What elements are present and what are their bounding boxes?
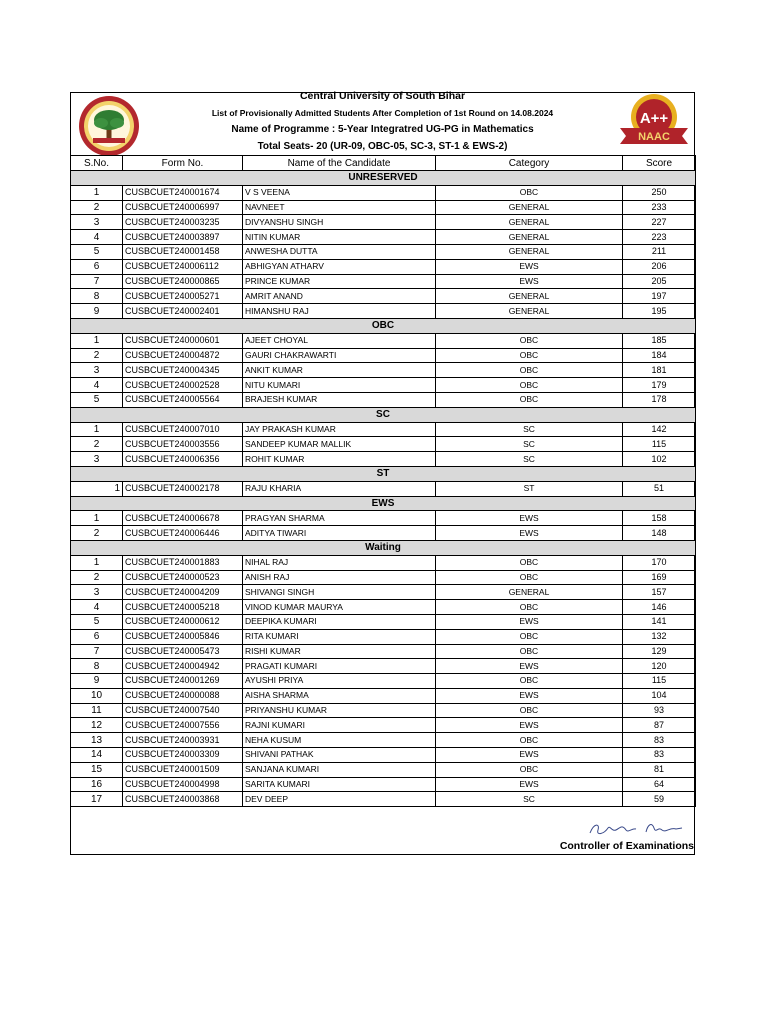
cell-form: CUSBCUET240001674 bbox=[123, 185, 243, 200]
cell-form: CUSBCUET240002401 bbox=[123, 304, 243, 319]
cell-category: ST bbox=[436, 481, 623, 496]
cell-sno: 11 bbox=[71, 703, 123, 718]
table-row bbox=[71, 748, 696, 763]
cell-score: 87 bbox=[623, 718, 696, 733]
cell-score: 206 bbox=[623, 259, 696, 274]
section-header-row bbox=[71, 407, 696, 422]
col-header-name: Name of the Candidate bbox=[243, 156, 436, 171]
cell-name: ADITYA TIWARI bbox=[243, 526, 436, 541]
cell-category: OBC bbox=[436, 348, 623, 363]
cell-sno: 1 bbox=[71, 555, 123, 570]
cell-score: 141 bbox=[623, 614, 696, 629]
cell-form: CUSBCUET240003868 bbox=[123, 792, 243, 807]
cell-sno: 8 bbox=[71, 289, 123, 304]
table-row bbox=[71, 185, 696, 200]
cell-sno: 1 bbox=[71, 481, 123, 496]
cell-form: CUSBCUET240005271 bbox=[123, 289, 243, 304]
cell-name: V S VEENA bbox=[243, 185, 436, 200]
table-row bbox=[71, 259, 696, 274]
cell-name: SHIVANI PATHAK bbox=[243, 748, 436, 763]
cell-name: SANDEEP KUMAR MALLIK bbox=[243, 437, 436, 452]
cell-category: OBC bbox=[436, 555, 623, 570]
section-title: Waiting bbox=[71, 540, 696, 555]
cell-form: CUSBCUET240001458 bbox=[123, 244, 243, 259]
table-row bbox=[71, 792, 696, 807]
naac-grade-text: A++ bbox=[639, 110, 669, 127]
table-row bbox=[71, 348, 696, 363]
cell-score: 59 bbox=[623, 792, 696, 807]
cell-name: ROHIT KUMAR bbox=[243, 452, 436, 467]
table-row bbox=[71, 570, 696, 585]
cell-score: 148 bbox=[623, 526, 696, 541]
cell-sno: 5 bbox=[71, 244, 123, 259]
cell-name: ANKIT KUMAR bbox=[243, 363, 436, 378]
cell-category: GENERAL bbox=[436, 289, 623, 304]
cell-name: NITIN KUMAR bbox=[243, 230, 436, 245]
cell-name: ANWESHA DUTTA bbox=[243, 244, 436, 259]
cell-category: SC bbox=[436, 437, 623, 452]
cell-name: DEEPIKA KUMARI bbox=[243, 614, 436, 629]
university-title: Central University of South Bihar bbox=[299, 90, 466, 102]
cell-sno: 13 bbox=[71, 733, 123, 748]
cell-score: 104 bbox=[623, 688, 696, 703]
cell-name: RISHI KUMAR bbox=[243, 644, 436, 659]
cell-sno: 2 bbox=[71, 200, 123, 215]
cell-category: GENERAL bbox=[436, 200, 623, 215]
cell-category: OBC bbox=[436, 363, 623, 378]
cell-name: SHIVANGI SINGH bbox=[243, 585, 436, 600]
controller-signature-label: Controller of Examinations bbox=[559, 840, 694, 852]
cell-score: 181 bbox=[623, 363, 696, 378]
cell-category: SC bbox=[436, 792, 623, 807]
table-row bbox=[71, 274, 696, 289]
programme-title: Name of Programme : 5-Year Integratred UG-PG in Mathematics bbox=[231, 124, 534, 135]
section-title: EWS bbox=[71, 496, 696, 511]
cell-sno: 1 bbox=[71, 422, 123, 437]
cell-category: OBC bbox=[436, 644, 623, 659]
table-row bbox=[71, 437, 696, 452]
cell-sno: 4 bbox=[71, 230, 123, 245]
cell-sno: 4 bbox=[71, 378, 123, 393]
cell-form: CUSBCUET240002528 bbox=[123, 378, 243, 393]
section-header-row bbox=[71, 540, 696, 555]
table-row bbox=[71, 244, 696, 259]
cell-sno: 8 bbox=[71, 659, 123, 674]
cell-category: EWS bbox=[436, 511, 623, 526]
cell-category: EWS bbox=[436, 748, 623, 763]
cell-form: CUSBCUET240005473 bbox=[123, 644, 243, 659]
cell-category: EWS bbox=[436, 659, 623, 674]
cell-form: CUSBCUET240004998 bbox=[123, 777, 243, 792]
cell-sno: 6 bbox=[71, 629, 123, 644]
cell-form: CUSBCUET240001509 bbox=[123, 762, 243, 777]
cell-form: CUSBCUET240000601 bbox=[123, 333, 243, 348]
cell-score: 51 bbox=[623, 481, 696, 496]
cell-category: OBC bbox=[436, 185, 623, 200]
table-row bbox=[71, 526, 696, 541]
cell-sno: 5 bbox=[71, 614, 123, 629]
cell-form: CUSBCUET240004345 bbox=[123, 363, 243, 378]
cell-score: 93 bbox=[623, 703, 696, 718]
table-row bbox=[71, 600, 696, 615]
table-row bbox=[71, 392, 696, 407]
cell-form: CUSBCUET240006446 bbox=[123, 526, 243, 541]
cell-name: GAURI CHAKRAWARTI bbox=[243, 348, 436, 363]
cell-category: EWS bbox=[436, 259, 623, 274]
admission-table bbox=[70, 155, 696, 807]
section-header-row bbox=[71, 171, 696, 186]
cell-sno: 14 bbox=[71, 748, 123, 763]
cell-category: OBC bbox=[436, 333, 623, 348]
table-row bbox=[71, 304, 696, 319]
col-header-score: Score bbox=[623, 156, 696, 171]
cell-form: CUSBCUET240006997 bbox=[123, 200, 243, 215]
cell-form: CUSBCUET240000523 bbox=[123, 570, 243, 585]
cell-score: 184 bbox=[623, 348, 696, 363]
cell-sno: 1 bbox=[71, 511, 123, 526]
cell-form: CUSBCUET240000612 bbox=[123, 614, 243, 629]
table-row bbox=[71, 629, 696, 644]
cell-category: OBC bbox=[436, 674, 623, 689]
cell-form: CUSBCUET240000088 bbox=[123, 688, 243, 703]
cell-name: AJEET CHOYAL bbox=[243, 333, 436, 348]
cell-sno: 17 bbox=[71, 792, 123, 807]
cell-sno: 3 bbox=[71, 363, 123, 378]
cell-name: RAJU KHARIA bbox=[243, 481, 436, 496]
section-title: ST bbox=[71, 466, 696, 481]
cell-name: JAY PRAKASH KUMAR bbox=[243, 422, 436, 437]
cell-name: NITU KUMARI bbox=[243, 378, 436, 393]
cell-name: SARITA KUMARI bbox=[243, 777, 436, 792]
cell-category: OBC bbox=[436, 762, 623, 777]
cell-sno: 3 bbox=[71, 215, 123, 230]
cell-score: 179 bbox=[623, 378, 696, 393]
table-row bbox=[71, 378, 696, 393]
table-row bbox=[71, 333, 696, 348]
cell-name: PRAGYAN SHARMA bbox=[243, 511, 436, 526]
cell-score: 81 bbox=[623, 762, 696, 777]
cell-form: CUSBCUET240000865 bbox=[123, 274, 243, 289]
list-title: List of Provisionally Admitted Students After Completion of 1st Round on 14.08.2024 bbox=[211, 108, 554, 118]
cell-name: RITA KUMARI bbox=[243, 629, 436, 644]
table-row bbox=[71, 481, 696, 496]
seats-summary: Total Seats- 20 (UR-09, OBC-05, SC-3, ST-1 & EWS-2) bbox=[257, 141, 508, 152]
cell-name: HIMANSHU RAJ bbox=[243, 304, 436, 319]
cell-form: CUSBCUET240003235 bbox=[123, 215, 243, 230]
section-header-row bbox=[71, 318, 696, 333]
cell-score: 197 bbox=[623, 289, 696, 304]
cell-name: SANJANA KUMARI bbox=[243, 762, 436, 777]
cell-form: CUSBCUET240006112 bbox=[123, 259, 243, 274]
cell-form: CUSBCUET240003309 bbox=[123, 748, 243, 763]
section-title: OBC bbox=[71, 318, 696, 333]
cell-category: OBC bbox=[436, 703, 623, 718]
cell-name: AMRIT ANAND bbox=[243, 289, 436, 304]
cell-name: NAVNEET bbox=[243, 200, 436, 215]
table-row bbox=[71, 200, 696, 215]
cell-name: BRAJESH KUMAR bbox=[243, 392, 436, 407]
cell-form: CUSBCUET240006356 bbox=[123, 452, 243, 467]
cell-name: PRAGATI KUMARI bbox=[243, 659, 436, 674]
cell-category: GENERAL bbox=[436, 215, 623, 230]
cell-category: EWS bbox=[436, 614, 623, 629]
section-header-row bbox=[71, 496, 696, 511]
cell-score: 223 bbox=[623, 230, 696, 245]
section-title: SC bbox=[71, 407, 696, 422]
cell-score: 146 bbox=[623, 600, 696, 615]
table-row bbox=[71, 452, 696, 467]
table-row bbox=[71, 659, 696, 674]
cell-score: 83 bbox=[623, 748, 696, 763]
cell-sno: 10 bbox=[71, 688, 123, 703]
cell-form: CUSBCUET240005564 bbox=[123, 392, 243, 407]
table-row bbox=[71, 585, 696, 600]
cell-category: OBC bbox=[436, 629, 623, 644]
cell-sno: 2 bbox=[71, 570, 123, 585]
cell-sno: 4 bbox=[71, 600, 123, 615]
cell-form: CUSBCUET240005846 bbox=[123, 629, 243, 644]
cell-form: CUSBCUET240001269 bbox=[123, 674, 243, 689]
cell-form: CUSBCUET240004942 bbox=[123, 659, 243, 674]
table-row bbox=[71, 718, 696, 733]
cell-category: OBC bbox=[436, 733, 623, 748]
cell-score: 205 bbox=[623, 274, 696, 289]
cell-score: 211 bbox=[623, 244, 696, 259]
table-body bbox=[71, 171, 696, 807]
cell-category: GENERAL bbox=[436, 304, 623, 319]
cell-form: CUSBCUET240004209 bbox=[123, 585, 243, 600]
table-row bbox=[71, 215, 696, 230]
cell-sno: 2 bbox=[71, 526, 123, 541]
table-row bbox=[71, 703, 696, 718]
cell-category: OBC bbox=[436, 378, 623, 393]
cell-name: DIVYANSHU SINGH bbox=[243, 215, 436, 230]
cell-sno: 6 bbox=[71, 259, 123, 274]
naac-label-text: NAAC bbox=[638, 131, 670, 143]
cell-score: 185 bbox=[623, 333, 696, 348]
cell-sno: 16 bbox=[71, 777, 123, 792]
cell-category: EWS bbox=[436, 718, 623, 733]
section-header-row bbox=[71, 466, 696, 481]
cell-name: RAJNI KUMARI bbox=[243, 718, 436, 733]
cell-score: 132 bbox=[623, 629, 696, 644]
cell-sno: 5 bbox=[71, 392, 123, 407]
cell-form: CUSBCUET240003556 bbox=[123, 437, 243, 452]
cell-sno: 3 bbox=[71, 585, 123, 600]
cell-name: ANISH RAJ bbox=[243, 570, 436, 585]
signature-icon bbox=[586, 818, 686, 840]
cell-name: ABHIGYAN ATHARV bbox=[243, 259, 436, 274]
cell-score: 142 bbox=[623, 422, 696, 437]
cell-form: CUSBCUET240005218 bbox=[123, 600, 243, 615]
table-row bbox=[71, 289, 696, 304]
cell-category: OBC bbox=[436, 600, 623, 615]
cell-form: CUSBCUET240004872 bbox=[123, 348, 243, 363]
col-header-sno: S.No. bbox=[71, 156, 123, 171]
cell-score: 129 bbox=[623, 644, 696, 659]
cell-sno: 1 bbox=[71, 333, 123, 348]
cell-sno: 1 bbox=[71, 185, 123, 200]
table-row bbox=[71, 762, 696, 777]
table-row bbox=[71, 363, 696, 378]
cell-sno: 2 bbox=[71, 437, 123, 452]
cell-score: 158 bbox=[623, 511, 696, 526]
cell-category: EWS bbox=[436, 274, 623, 289]
cell-score: 178 bbox=[623, 392, 696, 407]
cell-form: CUSBCUET240001883 bbox=[123, 555, 243, 570]
cell-name: DEV DEEP bbox=[243, 792, 436, 807]
cell-sno: 3 bbox=[71, 452, 123, 467]
cell-name: PRINCE KUMAR bbox=[243, 274, 436, 289]
cell-score: 83 bbox=[623, 733, 696, 748]
table-row bbox=[71, 614, 696, 629]
cell-category: GENERAL bbox=[436, 230, 623, 245]
cell-score: 170 bbox=[623, 555, 696, 570]
cell-score: 115 bbox=[623, 437, 696, 452]
cell-name: NEHA KUSUM bbox=[243, 733, 436, 748]
cell-form: CUSBCUET240003897 bbox=[123, 230, 243, 245]
table-row bbox=[71, 422, 696, 437]
cell-form: CUSBCUET240003931 bbox=[123, 733, 243, 748]
cell-form: CUSBCUET240007540 bbox=[123, 703, 243, 718]
cell-score: 157 bbox=[623, 585, 696, 600]
cell-form: CUSBCUET240006678 bbox=[123, 511, 243, 526]
cell-form: CUSBCUET240007556 bbox=[123, 718, 243, 733]
cell-form: CUSBCUET240007010 bbox=[123, 422, 243, 437]
table-row bbox=[71, 733, 696, 748]
cell-category: EWS bbox=[436, 688, 623, 703]
cell-category: GENERAL bbox=[436, 244, 623, 259]
cell-sno: 7 bbox=[71, 274, 123, 289]
cell-score: 64 bbox=[623, 777, 696, 792]
cell-score: 115 bbox=[623, 674, 696, 689]
cell-score: 102 bbox=[623, 452, 696, 467]
col-header-form: Form No. bbox=[123, 156, 243, 171]
cell-name: NIHAL RAJ bbox=[243, 555, 436, 570]
cell-sno: 9 bbox=[71, 304, 123, 319]
cell-name: AYUSHI PRIYA bbox=[243, 674, 436, 689]
cell-sno: 7 bbox=[71, 644, 123, 659]
table-row bbox=[71, 644, 696, 659]
cell-score: 233 bbox=[623, 200, 696, 215]
cell-score: 227 bbox=[623, 215, 696, 230]
cell-category: SC bbox=[436, 452, 623, 467]
table-row bbox=[71, 230, 696, 245]
table-header-row bbox=[71, 156, 696, 171]
table-row bbox=[71, 777, 696, 792]
cell-sno: 2 bbox=[71, 348, 123, 363]
table-row bbox=[71, 674, 696, 689]
table-row bbox=[71, 511, 696, 526]
cell-score: 195 bbox=[623, 304, 696, 319]
cell-name: AISHA SHARMA bbox=[243, 688, 436, 703]
section-title: UNRESERVED bbox=[71, 171, 696, 186]
table-row bbox=[71, 688, 696, 703]
cell-name: PRIYANSHU KUMAR bbox=[243, 703, 436, 718]
cell-sno: 9 bbox=[71, 674, 123, 689]
cell-name: VINOD KUMAR MAURYA bbox=[243, 600, 436, 615]
cell-score: 169 bbox=[623, 570, 696, 585]
cell-score: 120 bbox=[623, 659, 696, 674]
table-row bbox=[71, 555, 696, 570]
cell-sno: 12 bbox=[71, 718, 123, 733]
cell-category: OBC bbox=[436, 570, 623, 585]
cell-category: OBC bbox=[436, 392, 623, 407]
col-header-category: Category bbox=[436, 156, 623, 171]
cell-category: EWS bbox=[436, 777, 623, 792]
cell-category: EWS bbox=[436, 526, 623, 541]
cell-category: GENERAL bbox=[436, 585, 623, 600]
cell-category: SC bbox=[436, 422, 623, 437]
cell-form: CUSBCUET240002178 bbox=[123, 481, 243, 496]
cell-sno: 15 bbox=[71, 762, 123, 777]
cell-score: 250 bbox=[623, 185, 696, 200]
